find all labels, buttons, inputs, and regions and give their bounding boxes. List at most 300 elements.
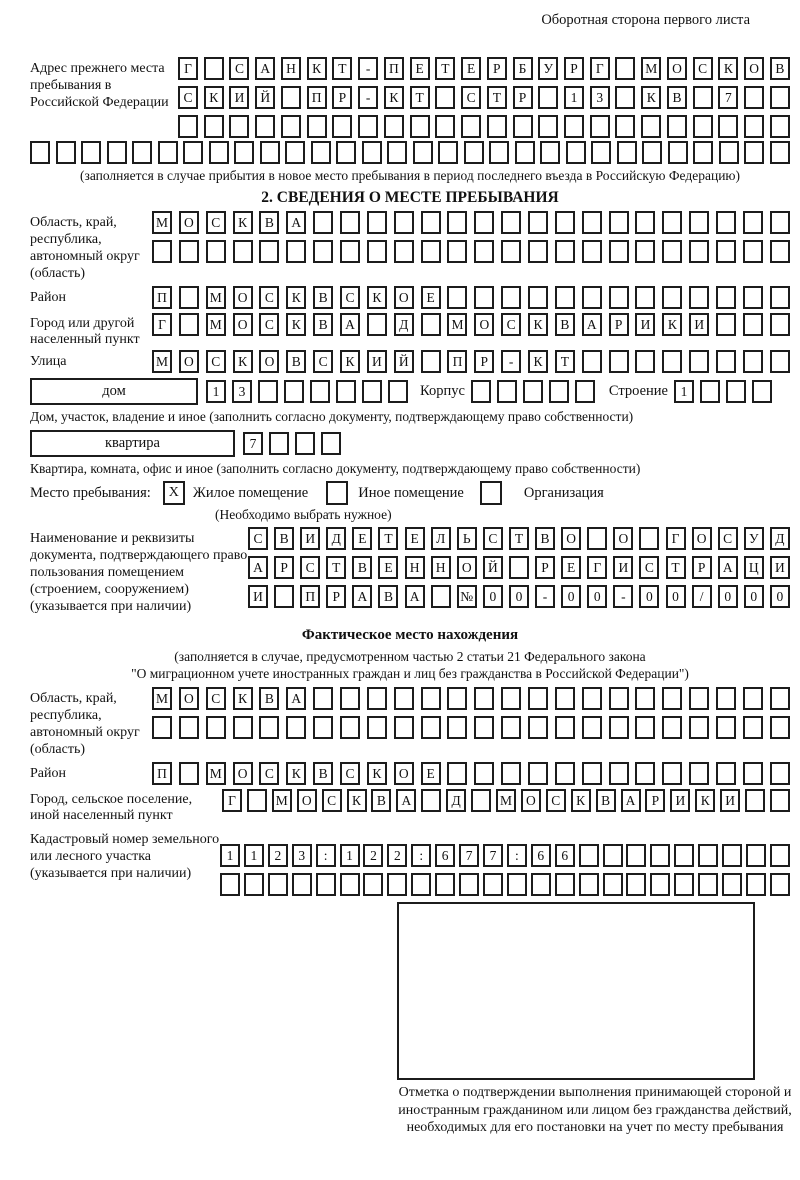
char-box — [716, 350, 736, 373]
char-box — [662, 716, 682, 739]
char-box — [234, 141, 254, 164]
char-box — [662, 211, 682, 234]
char-box — [579, 873, 599, 896]
char-box — [292, 873, 312, 896]
char-box — [582, 240, 602, 263]
char-box — [615, 115, 635, 138]
char-box — [635, 286, 655, 309]
char-box — [471, 380, 491, 403]
char-box — [609, 762, 629, 785]
char-box: О — [457, 556, 477, 579]
actual-city-field — [30, 789, 790, 824]
char-box — [258, 380, 278, 403]
char-box — [179, 762, 199, 785]
actual-region-row-1 — [152, 687, 790, 710]
char-box: : — [507, 844, 527, 867]
char-box — [501, 240, 521, 263]
char-box — [555, 286, 575, 309]
char-box — [770, 286, 790, 309]
char-box: В — [535, 527, 555, 550]
char-box: К — [384, 86, 404, 109]
cadastral-label: Кадастровый номер земельного или лесного участка (указывается при наличии) — [30, 832, 220, 881]
char-box: В — [259, 211, 279, 234]
char-box — [528, 211, 548, 234]
char-box: С — [718, 527, 738, 550]
char-box: К — [662, 313, 682, 336]
char-box: Г — [152, 313, 172, 336]
char-box — [770, 240, 790, 263]
char-box — [474, 286, 494, 309]
char-box: О — [259, 350, 279, 373]
char-box: Р — [645, 789, 665, 812]
char-box: С — [639, 556, 659, 579]
char-box: С — [229, 57, 249, 80]
house-row — [30, 378, 790, 405]
char-box: 1 — [206, 380, 226, 403]
char-box — [421, 313, 441, 336]
char-box — [394, 211, 414, 234]
char-box — [603, 844, 623, 867]
char-box: О — [179, 350, 199, 373]
char-box — [635, 350, 655, 373]
char-box: Т — [332, 57, 352, 80]
char-box — [204, 57, 224, 80]
char-box: С — [322, 789, 342, 812]
char-box — [313, 240, 333, 263]
char-box — [549, 380, 569, 403]
char-box — [313, 211, 333, 234]
char-box — [367, 313, 387, 336]
char-box — [668, 141, 688, 164]
char-box: Г — [587, 556, 607, 579]
char-box — [340, 687, 360, 710]
char-box: 0 — [718, 585, 738, 608]
char-box — [229, 115, 249, 138]
char-box — [582, 687, 602, 710]
char-box — [635, 211, 655, 234]
char-box — [528, 240, 548, 263]
char-box: 1 — [244, 844, 264, 867]
char-box — [635, 687, 655, 710]
char-box: У — [538, 57, 558, 80]
char-box — [770, 789, 790, 812]
char-box — [716, 687, 736, 710]
char-box: 0 — [587, 585, 607, 608]
char-box: С — [546, 789, 566, 812]
char-box — [410, 115, 430, 138]
char-box — [555, 873, 575, 896]
char-box: Р — [474, 350, 494, 373]
char-box: О — [297, 789, 317, 812]
char-box — [555, 211, 575, 234]
city-row — [152, 313, 790, 336]
char-box — [501, 687, 521, 710]
char-box — [635, 762, 655, 785]
char-box — [413, 141, 433, 164]
char-box: П — [300, 585, 320, 608]
char-box — [523, 380, 543, 403]
char-box — [132, 141, 152, 164]
char-box: Р — [692, 556, 712, 579]
cadastral-row-2 — [220, 873, 790, 896]
char-box: В — [313, 762, 333, 785]
char-box: С — [178, 86, 198, 109]
char-box — [307, 115, 327, 138]
char-box — [639, 527, 659, 550]
stay-type-note: (Необходимо выбрать нужное) — [215, 507, 392, 522]
char-box — [540, 141, 560, 164]
char-box: В — [770, 57, 790, 80]
char-box: Л — [431, 527, 451, 550]
char-box — [384, 115, 404, 138]
char-box — [528, 716, 548, 739]
document-field — [30, 527, 790, 615]
actual-region-field — [30, 687, 790, 758]
char-box: Д — [770, 527, 790, 550]
char-box — [367, 240, 387, 263]
char-box: С — [206, 687, 226, 710]
char-box: 3 — [292, 844, 312, 867]
char-box — [770, 141, 790, 164]
char-box: М — [206, 313, 226, 336]
street-label: Улица — [30, 354, 67, 369]
char-box: И — [720, 789, 740, 812]
char-box: К — [286, 762, 306, 785]
char-box: О — [474, 313, 494, 336]
char-box: Е — [352, 527, 372, 550]
apartment-note: Квартира, комната, офис и иное (заполнить согласно документу, подтверждающему право собственности) — [30, 461, 641, 476]
char-box — [689, 716, 709, 739]
house-number-cells — [206, 380, 408, 403]
char-box: М — [152, 687, 172, 710]
char-box — [555, 240, 575, 263]
char-box: Г — [590, 57, 610, 80]
char-box: А — [286, 211, 306, 234]
char-box: С — [483, 527, 503, 550]
char-box — [340, 873, 360, 896]
char-box — [513, 115, 533, 138]
char-box — [528, 762, 548, 785]
char-box — [743, 313, 763, 336]
char-box: Д — [326, 527, 346, 550]
char-box: В — [667, 86, 687, 109]
char-box: Р — [487, 57, 507, 80]
char-box — [447, 240, 467, 263]
char-box — [501, 211, 521, 234]
char-box — [770, 844, 790, 867]
char-box: : — [316, 844, 336, 867]
char-box — [421, 350, 441, 373]
char-box: И — [770, 556, 790, 579]
char-box: Е — [561, 556, 581, 579]
char-box: О — [233, 762, 253, 785]
char-box — [770, 762, 790, 785]
prev-address-row-3 — [178, 115, 790, 138]
cadastral-row-1 — [220, 844, 790, 867]
char-box: Е — [410, 57, 430, 80]
char-box: Д — [446, 789, 466, 812]
char-box: 7 — [483, 844, 503, 867]
char-box — [626, 873, 646, 896]
char-box: П — [384, 57, 404, 80]
char-box: 6 — [555, 844, 575, 867]
char-box: К — [233, 687, 253, 710]
region-row-2 — [152, 240, 790, 263]
char-box — [752, 380, 772, 403]
char-box — [609, 350, 629, 373]
char-box: П — [152, 286, 172, 309]
char-box — [582, 211, 602, 234]
document-row-2 — [248, 556, 790, 579]
char-box: Й — [394, 350, 414, 373]
char-box — [743, 762, 763, 785]
char-box: И — [367, 350, 387, 373]
char-box — [743, 716, 763, 739]
char-box — [515, 141, 535, 164]
char-box: Ь — [457, 527, 477, 550]
char-box — [286, 716, 306, 739]
korpus-cells — [471, 380, 595, 403]
char-box: С — [340, 762, 360, 785]
char-box — [489, 141, 509, 164]
char-box — [770, 86, 790, 109]
apartment-cells — [243, 432, 341, 455]
char-box: Р — [609, 313, 629, 336]
char-box — [509, 556, 529, 579]
char-box: К — [347, 789, 367, 812]
char-box — [367, 211, 387, 234]
char-box — [743, 286, 763, 309]
char-box: 1 — [564, 86, 584, 109]
char-box: Б — [513, 57, 533, 80]
actual-location-note-1: (заполняется в случае, предусмотренном частью 2 статьи 21 Федерального закона — [174, 649, 646, 664]
stay-option-checkbox-residential: X — [163, 481, 185, 505]
char-box — [340, 716, 360, 739]
char-box — [459, 873, 479, 896]
char-box — [662, 687, 682, 710]
region-field — [30, 211, 790, 282]
char-box: Р — [274, 556, 294, 579]
actual-location-note-2: "О миграционном учете иностранных граждан и лиц без гражданства в Российской Федерации") — [131, 666, 689, 681]
stay-option-label-other: Иное помещение — [358, 484, 464, 501]
char-box — [295, 432, 315, 455]
char-box — [746, 873, 766, 896]
char-box: - — [613, 585, 633, 608]
char-box: У — [744, 527, 764, 550]
char-box: 7 — [459, 844, 479, 867]
char-box: 7 — [718, 86, 738, 109]
char-box — [179, 240, 199, 263]
document-row-1 — [248, 527, 790, 550]
char-box: С — [259, 286, 279, 309]
char-box — [662, 762, 682, 785]
stay-option-label-residential: Жилое помещение — [192, 484, 309, 501]
char-box — [474, 687, 494, 710]
char-box: Й — [483, 556, 503, 579]
char-box — [528, 687, 548, 710]
char-box — [555, 687, 575, 710]
char-box: Т — [378, 527, 398, 550]
char-box — [744, 141, 764, 164]
char-box: А — [286, 687, 306, 710]
char-box — [340, 211, 360, 234]
char-box — [528, 286, 548, 309]
actual-region-row-2 — [152, 716, 790, 739]
char-box — [609, 687, 629, 710]
char-box — [575, 380, 595, 403]
char-box: А — [621, 789, 641, 812]
char-box — [689, 240, 709, 263]
char-box — [650, 844, 670, 867]
actual-region-label: Область, край, республика, автономный округ (область) — [30, 691, 140, 757]
char-box — [564, 115, 584, 138]
char-box: 1 — [340, 844, 360, 867]
char-box — [313, 687, 333, 710]
char-box: К — [528, 350, 548, 373]
char-box: С — [340, 286, 360, 309]
char-box — [471, 789, 491, 812]
char-box — [362, 380, 382, 403]
char-box: С — [206, 211, 226, 234]
actual-city-row — [222, 789, 790, 812]
char-box: К — [286, 286, 306, 309]
char-box — [30, 141, 50, 164]
char-box: Т — [435, 57, 455, 80]
apartment-box-label: квартира — [30, 430, 235, 457]
char-box — [209, 141, 229, 164]
actual-district-row — [152, 762, 790, 785]
char-box: М — [152, 350, 172, 373]
actual-district-label: Район — [30, 766, 66, 781]
char-box — [698, 873, 718, 896]
char-box — [770, 873, 790, 896]
char-box — [716, 286, 736, 309]
char-box: 3 — [590, 86, 610, 109]
char-box: Н — [281, 57, 301, 80]
char-box — [286, 240, 306, 263]
char-box — [474, 716, 494, 739]
char-box: А — [718, 556, 738, 579]
char-box — [367, 716, 387, 739]
char-box: Г — [666, 527, 686, 550]
stroenie-label: Строение — [608, 383, 668, 399]
char-box: Е — [421, 286, 441, 309]
char-box: 6 — [435, 844, 455, 867]
char-box — [674, 873, 694, 896]
char-box — [700, 380, 720, 403]
house-box-label: дом — [30, 378, 198, 405]
district-field — [30, 286, 790, 309]
prev-address-row-4 — [30, 141, 790, 164]
char-box: О — [394, 286, 414, 309]
char-box: Е — [461, 57, 481, 80]
char-box: П — [307, 86, 327, 109]
char-box: 0 — [770, 585, 790, 608]
char-box — [394, 716, 414, 739]
char-box: С — [206, 350, 226, 373]
char-box — [716, 762, 736, 785]
prev-address-label: Адрес прежнего места пребывания в Российской Федерации — [30, 61, 169, 110]
char-box: К — [286, 313, 306, 336]
char-box — [693, 141, 713, 164]
district-label: Район — [30, 290, 66, 305]
char-box: Р — [513, 86, 533, 109]
char-box — [501, 716, 521, 739]
char-box — [726, 380, 746, 403]
char-box — [183, 141, 203, 164]
char-box: А — [582, 313, 602, 336]
char-box — [689, 286, 709, 309]
char-box — [244, 873, 264, 896]
char-box: М — [152, 211, 172, 234]
char-box — [689, 350, 709, 373]
char-box: Й — [255, 86, 275, 109]
char-box — [566, 141, 586, 164]
prev-address-row-2 — [178, 86, 790, 109]
char-box — [179, 716, 199, 739]
char-box — [260, 141, 280, 164]
char-box — [718, 115, 738, 138]
char-box — [421, 716, 441, 739]
char-box: С — [501, 313, 521, 336]
char-box — [609, 240, 629, 263]
char-box — [158, 141, 178, 164]
char-box — [716, 240, 736, 263]
apartment-row — [30, 430, 790, 457]
char-box — [662, 350, 682, 373]
char-box — [474, 211, 494, 234]
char-box — [716, 716, 736, 739]
char-box: Д — [394, 313, 414, 336]
char-box — [281, 86, 301, 109]
char-box: К — [233, 211, 253, 234]
char-box: В — [555, 313, 575, 336]
cadastral-field — [30, 828, 790, 896]
char-box — [233, 716, 253, 739]
char-box: Т — [666, 556, 686, 579]
char-box — [464, 141, 484, 164]
char-box: О — [394, 762, 414, 785]
char-box: 7 — [243, 432, 263, 455]
char-box: Е — [378, 556, 398, 579]
char-box — [220, 873, 240, 896]
char-box: О — [744, 57, 764, 80]
char-box — [269, 432, 289, 455]
char-box — [206, 716, 226, 739]
char-box: Н — [405, 556, 425, 579]
char-box — [555, 762, 575, 785]
confirmation-stamp-box — [397, 902, 755, 1080]
char-box — [447, 286, 467, 309]
char-box: А — [340, 313, 360, 336]
char-box — [719, 141, 739, 164]
prev-address-field — [30, 57, 790, 138]
char-box: О — [561, 527, 581, 550]
char-box: К — [233, 350, 253, 373]
char-box: К — [641, 86, 661, 109]
char-box: К — [528, 313, 548, 336]
char-box — [770, 115, 790, 138]
section2-title: 2. СВЕДЕНИЯ О МЕСТЕ ПРЕБЫВАНИЯ — [261, 189, 559, 206]
char-box: Ц — [744, 556, 764, 579]
char-box: К — [571, 789, 591, 812]
char-box — [650, 873, 670, 896]
char-box: 3 — [232, 380, 252, 403]
char-box — [447, 762, 467, 785]
char-box: М — [206, 762, 226, 785]
char-box: В — [313, 313, 333, 336]
char-box: В — [596, 789, 616, 812]
